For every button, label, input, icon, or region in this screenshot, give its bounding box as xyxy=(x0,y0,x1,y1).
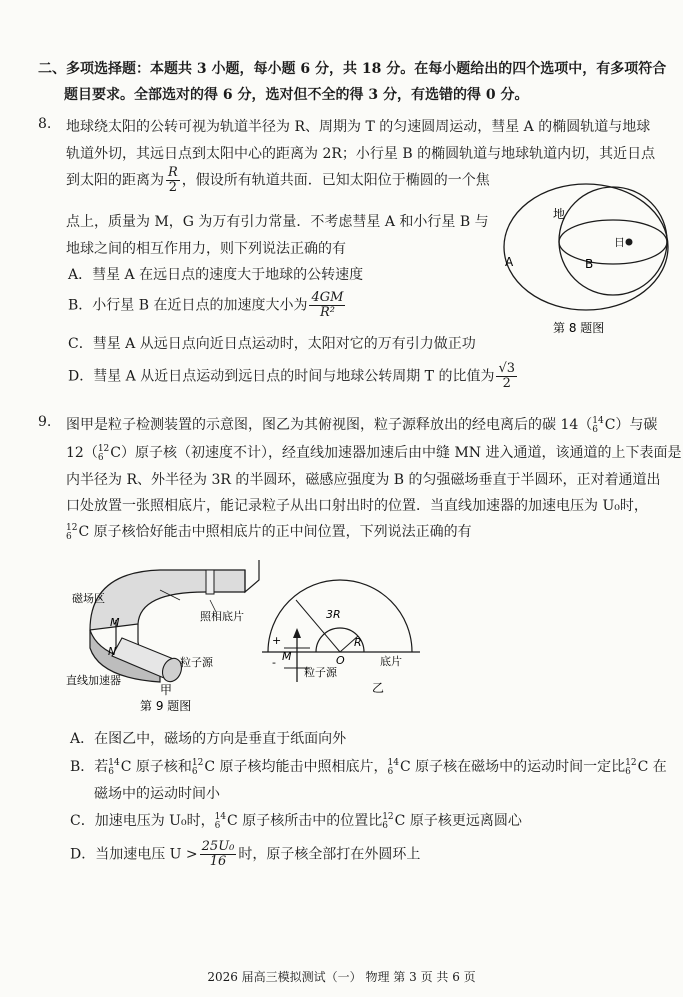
fig8-caption: 第 8 题图 xyxy=(553,321,605,335)
fraction-25u0-over-16: $\frac{\text{25U₀}}{16}$ xyxy=(201,839,235,869)
figure-jia-label: 甲 xyxy=(160,683,173,697)
plus-sign: + xyxy=(272,634,282,647)
q8-option-d-text: D．彗星 A 从近日点运动到远日点的时间与地球公转周期 T 的比值为 xyxy=(68,368,495,385)
earth-orbit xyxy=(559,187,667,295)
q9-option-b: B．若 14 6 C 原子核和 12 6 C 原子核均能击中照相底片， 14 6 C 原子核在磁场中的运动时间一定比 12 6 C 在 xyxy=(70,758,667,777)
particle-source-label: 粒子源 xyxy=(304,666,337,679)
q9-line5-text: C 原子核恰好能击中照相底片的正中间位置，下列说法正确的有 xyxy=(78,524,472,540)
q9-line1-text-b: C）与碳 xyxy=(604,417,658,433)
n-label: N xyxy=(108,645,117,658)
minus-sign: - xyxy=(272,656,276,669)
film-plate xyxy=(206,570,214,594)
q8-option-b-text: B．小行星 B 在近日点的加速度大小为 xyxy=(68,297,308,314)
q8-stem-line1: 地球绕太阳的公转可视为轨道半径为 R、周期为 T 的匀速圆周运动，彗星 A 的椭圆轨道与地球 xyxy=(66,119,651,135)
beam-arrow-icon xyxy=(293,628,301,638)
c14-isotope-notation: 14 6 xyxy=(592,416,604,435)
q8-stem-line3 xyxy=(66,166,490,195)
q9-stem-line2 xyxy=(66,442,681,463)
question-number: 8. xyxy=(38,116,52,132)
linear-accelerator-label: 直线加速器 xyxy=(66,674,121,687)
c12-isotope-notation: 12 6 xyxy=(625,758,637,777)
page-footer: 2026 届高三模拟测试（一） 物理 第 3 页 共 6 页 xyxy=(207,970,476,984)
q8-option-b xyxy=(68,291,347,320)
q9-line2-text-b: C）原子核（初速度不计），经直线加速器加速后由中缝 MN 进入通道，该通道的上下表面是 xyxy=(110,445,682,461)
fig9-caption: 第 9 题图 xyxy=(140,699,192,713)
asteroid-b-label: B xyxy=(585,257,594,271)
q9-line1-text-a: 图甲是粒子检测装置的示意图，图乙为其俯视图，粒子源释放出的经电离后的碳 14（ xyxy=(66,417,593,433)
comet-a-label: A xyxy=(505,255,514,269)
q9-option-d: D．当加速电压 U > $\frac{\text{25U₀}}{16}$ 时，原子核全部打在外圆环上 xyxy=(70,839,421,869)
q8-option-c: C．彗星 A 从远日点向近日点运动时，太阳对它的万有引力做正功 xyxy=(68,336,476,352)
q8-line3-text-b: ，假设所有轨道共面．已知太阳位于椭圆的一个焦 xyxy=(181,172,490,189)
m-label: M xyxy=(282,650,292,663)
ring-end-edge xyxy=(245,560,259,592)
q9-option-a: A．在图乙中，磁场的方向是垂直于纸面向外 xyxy=(70,731,347,747)
q9-top-view-figure-yi xyxy=(262,566,422,696)
film-label: 底片 xyxy=(380,655,402,668)
asteroid-b-orbit xyxy=(559,220,667,264)
q8-line3-text-a: 到太阳的距离为 xyxy=(66,172,164,189)
q9-line2-text-a: 12（ xyxy=(66,445,98,461)
fraction-sqrt3-over-2: $\frac{√3}{2}$ xyxy=(498,361,516,391)
c14-isotope-notation: 14 6 xyxy=(108,758,120,777)
q9-stem-line4: 口处放置一张照相底片，能记录粒子从出口射出时的位置．当直线加速器的加速电压为 U₀时， xyxy=(66,498,648,514)
magnetic-field-label: 磁场区 xyxy=(72,592,105,605)
q8-stem-line5: 地球之间的相互作用力，则下列说法正确的有 xyxy=(66,241,346,257)
q9-stem-line3: 内半径为 R、外半径为 3R 的半圆环，磁感应强度为 B 的匀强磁场垂直于半圆环，正对着通道出 xyxy=(66,472,661,488)
c12-isotope-notation: 12 6 xyxy=(66,523,78,542)
q9-stem-line5 xyxy=(66,521,472,542)
question-number: 9. xyxy=(38,414,52,430)
q8-orbit-diagram xyxy=(495,170,675,350)
sun-label: 日 xyxy=(614,236,625,249)
fraction-r-over-2: $\frac{R}{2}$ xyxy=(168,165,178,195)
earth-label: 地 xyxy=(553,207,566,221)
radius-3r-label: 3R xyxy=(326,608,341,621)
q8-option-a: A．彗星 A 在远日点的速度大于地球的公转速度 xyxy=(68,267,364,283)
c12-isotope-notation: 12 6 xyxy=(97,444,110,463)
q8-option-d xyxy=(68,362,519,391)
section-header-line1: 二、多项选择题：本题共 3 小题，每小题 6 分，共 18 分。在每小题给出的四个选项中，有多项符合 xyxy=(38,61,667,77)
q9-stem-line1 xyxy=(66,414,657,435)
c12-isotope-notation: 12 6 xyxy=(191,758,204,777)
q8-stem-line4: 点上，质量为 M，G 为万有引力常量．不考虑彗星 A 和小行星 B 与 xyxy=(66,214,489,230)
q9-device-figure-jia xyxy=(60,560,280,715)
c14-isotope-notation: 14 6 xyxy=(214,812,227,831)
fraction-4gm-over-r2: $\frac{4GM}{\text{R²}}$ xyxy=(311,290,344,320)
section-header-line2: 题目要求。全部选对的得 6 分，选对但不全的得 3 分，有选错的得 0 分。 xyxy=(64,87,529,103)
q9-option-b-line2: 磁场中的运动时间小 xyxy=(94,786,220,802)
radius-r-label: R xyxy=(354,636,362,649)
center-o-label: O xyxy=(336,654,345,667)
c14-isotope-notation: 14 6 xyxy=(387,758,399,777)
q8-stem-line2: 轨道外切，其远日点到太阳中心的距离为 2R；小行星 B 的椭圆轨道与地球轨道内切，其近日点 xyxy=(66,146,656,162)
film-label: 照相底片 xyxy=(200,610,244,623)
particle-source-label: 粒子源 xyxy=(180,656,213,669)
figure-yi-label: 乙 xyxy=(372,681,385,695)
c12-isotope-notation: 12 6 xyxy=(382,812,394,831)
q9-option-c: C．加速电压为 U₀时， 14 6 C 原子核所击中的位置比 12 6 C 原子核更远离圆心 xyxy=(70,812,522,831)
sun-dot xyxy=(626,239,633,246)
m-label: M xyxy=(110,616,120,629)
comet-a-orbit xyxy=(504,184,668,310)
